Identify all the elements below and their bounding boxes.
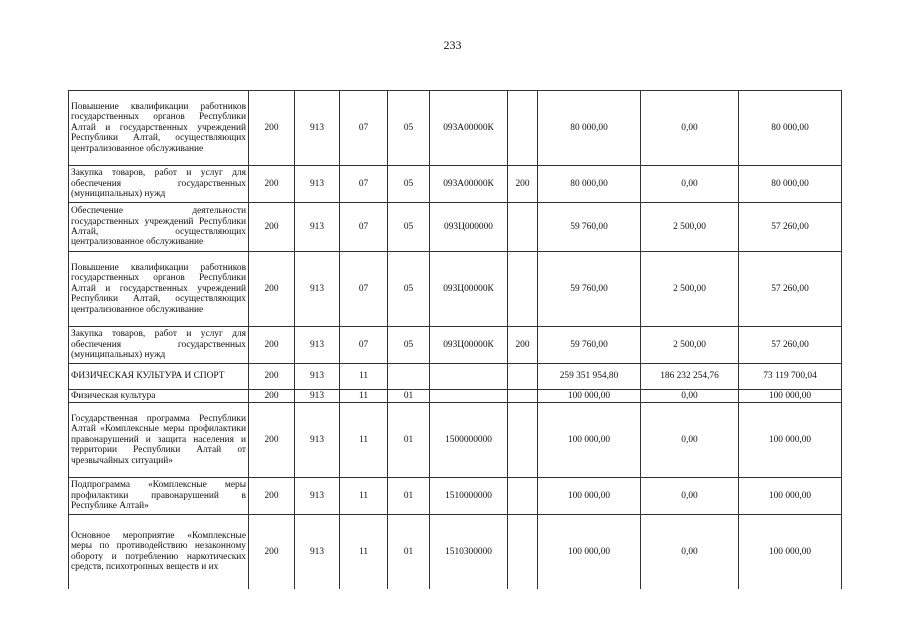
cell-amount-total: 80 000,00 — [538, 91, 641, 166]
cell-amount-third: 80 000,00 — [739, 91, 842, 166]
cell-amount-second: 2 500,00 — [641, 327, 739, 364]
cell-amount-third: 80 000,00 — [739, 166, 842, 203]
cell-code: 200 — [249, 327, 295, 364]
table-row — [69, 478, 842, 515]
cell-target-article — [430, 364, 508, 390]
table-row — [69, 364, 842, 390]
cell-code: 200 — [249, 203, 295, 252]
cell-target-article: 093А00000К — [430, 91, 508, 166]
cell-target-article: 093Ц00000К — [430, 252, 508, 327]
cell-amount-second: 2 500,00 — [641, 252, 739, 327]
cell-expense-type — [508, 91, 538, 166]
cell-amount-total: 59 760,00 — [538, 252, 641, 327]
cell-code: 200 — [249, 364, 295, 390]
row-name: Закупка товаров, работ и услуг для обеспечения государственных (муниципальных) нужд — [69, 166, 249, 203]
cell-subsection: 05 — [388, 166, 430, 203]
cell-amount-third: 100 000,00 — [739, 515, 842, 589]
cell-amount-second: 0,00 — [641, 166, 739, 203]
cell-ministry: 913 — [295, 515, 340, 589]
cell-section: 07 — [340, 203, 388, 252]
cell-amount-third: 57 260,00 — [739, 327, 842, 364]
cell-amount-second: 2 500,00 — [641, 203, 739, 252]
cell-ministry: 913 — [295, 166, 340, 203]
cell-amount-second: 0,00 — [641, 91, 739, 166]
cell-subsection: 05 — [388, 327, 430, 364]
row-name: Закупка товаров, работ и услуг для обеспечения государственных (муниципальных) нужд — [69, 327, 249, 364]
cell-amount-third: 100 000,00 — [739, 478, 842, 515]
cell-code: 200 — [249, 252, 295, 327]
cell-amount-second: 0,00 — [641, 478, 739, 515]
row-name-text: Основное мероприятие «Комплексные меры по противодействию незаконному обороту и потреблению наркотических средств, психотропных веществ и их — [71, 530, 246, 573]
cell-code: 200 — [249, 390, 295, 403]
cell-subsection: 05 — [388, 203, 430, 252]
table-row — [69, 327, 842, 364]
cell-section: 11 — [340, 364, 388, 390]
cell-expense-type — [508, 390, 538, 403]
table-row — [69, 91, 842, 166]
cell-section: 07 — [340, 252, 388, 327]
cell-section: 07 — [340, 91, 388, 166]
table-row — [69, 390, 842, 403]
cell-ministry: 913 — [295, 91, 340, 166]
cell-subsection: 05 — [388, 252, 430, 327]
cell-target-article: 1510300000 — [430, 515, 508, 589]
cell-subsection: 05 — [388, 91, 430, 166]
cell-subsection: 01 — [388, 515, 430, 589]
cell-amount-total: 259 351 954,80 — [538, 364, 641, 390]
cell-section: 07 — [340, 166, 388, 203]
cell-code: 200 — [249, 515, 295, 589]
cell-amount-total: 100 000,00 — [538, 515, 641, 589]
cell-target-article: 093Ц00000К — [430, 327, 508, 364]
cell-amount-second: 186 232 254,76 — [641, 364, 739, 390]
cell-amount-third: 57 260,00 — [739, 203, 842, 252]
cell-section: 11 — [340, 478, 388, 515]
cell-ministry: 913 — [295, 403, 340, 478]
cell-amount-second: 0,00 — [641, 403, 739, 478]
cell-target-article — [430, 390, 508, 403]
cell-amount-total: 100 000,00 — [538, 403, 641, 478]
table-row — [69, 515, 842, 589]
cell-expense-type: 200 — [508, 327, 538, 364]
cell-expense-type — [508, 515, 538, 589]
cell-amount-total: 80 000,00 — [538, 166, 641, 203]
cell-subsection: 01 — [388, 390, 430, 403]
cell-code: 200 — [249, 166, 295, 203]
table-row — [69, 252, 842, 327]
row-name: Повышение квалификации работников государственных органов Республики Алтай и государственных учреждений Республики Алтай, осуществляющих централизованное обслуживание — [69, 252, 249, 327]
cell-ministry: 913 — [295, 252, 340, 327]
cell-code: 200 — [249, 91, 295, 166]
cell-target-article: 093Ц000000 — [430, 203, 508, 252]
cell-amount-third: 100 000,00 — [739, 390, 842, 403]
row-name: Повышение квалификации работников государственных органов Республики Алтай и государственных учреждений Республики Алтай, осуществляющих централизованное обслуживание — [69, 91, 249, 166]
cell-section: 11 — [340, 390, 388, 403]
cell-target-article: 1510000000 — [430, 478, 508, 515]
table-row — [69, 203, 842, 252]
cell-section: 07 — [340, 327, 388, 364]
cell-code: 200 — [249, 403, 295, 478]
page-number: 233 — [443, 38, 462, 52]
cell-ministry: 913 — [295, 364, 340, 390]
cell-amount-total: 59 760,00 — [538, 327, 641, 364]
cell-amount-third: 73 119 700,04 — [739, 364, 842, 390]
row-name: Обеспечение деятельности государственных учреждений Республики Алтай, осуществляющих централизованное обслуживание — [69, 203, 249, 252]
cell-target-article: 093А00000К — [430, 166, 508, 203]
cell-expense-type — [508, 364, 538, 390]
cell-expense-type — [508, 252, 538, 327]
budget-table — [68, 90, 842, 589]
cell-amount-third: 100 000,00 — [739, 403, 842, 478]
cell-code: 200 — [249, 478, 295, 515]
cell-amount-total: 100 000,00 — [538, 478, 641, 515]
cell-amount-total: 59 760,00 — [538, 203, 641, 252]
row-name: Физическая культура — [69, 390, 249, 403]
row-name: ФИЗИЧЕСКАЯ КУЛЬТУРА И СПОРТ — [69, 364, 249, 390]
cell-ministry: 913 — [295, 478, 340, 515]
table-row — [69, 403, 842, 478]
cell-section: 11 — [340, 403, 388, 478]
cell-ministry: 913 — [295, 327, 340, 364]
cell-target-article: 1500000000 — [430, 403, 508, 478]
row-name: Государственная программа Республики Алтай «Комплексные меры профилактики правонарушений и защита населения и территории Республики Алтай от чрезвычайных ситуаций» — [69, 403, 249, 478]
row-name — [69, 515, 249, 589]
cell-subsection: 01 — [388, 478, 430, 515]
cell-expense-type: 200 — [508, 166, 538, 203]
row-name: Подпрограмма «Комплексные меры профилактики правонарушений в Республике Алтай» — [69, 478, 249, 515]
table-row — [69, 166, 842, 203]
cell-ministry: 913 — [295, 390, 340, 403]
cell-expense-type — [508, 403, 538, 478]
cell-expense-type — [508, 203, 538, 252]
cell-amount-total: 100 000,00 — [538, 390, 641, 403]
cell-amount-second: 0,00 — [641, 390, 739, 403]
cell-subsection: 01 — [388, 403, 430, 478]
cell-expense-type — [508, 478, 538, 515]
cell-subsection — [388, 364, 430, 390]
cell-section: 11 — [340, 515, 388, 589]
cell-amount-third: 57 260,00 — [739, 252, 842, 327]
cell-ministry: 913 — [295, 203, 340, 252]
cell-amount-second: 0,00 — [641, 515, 739, 589]
